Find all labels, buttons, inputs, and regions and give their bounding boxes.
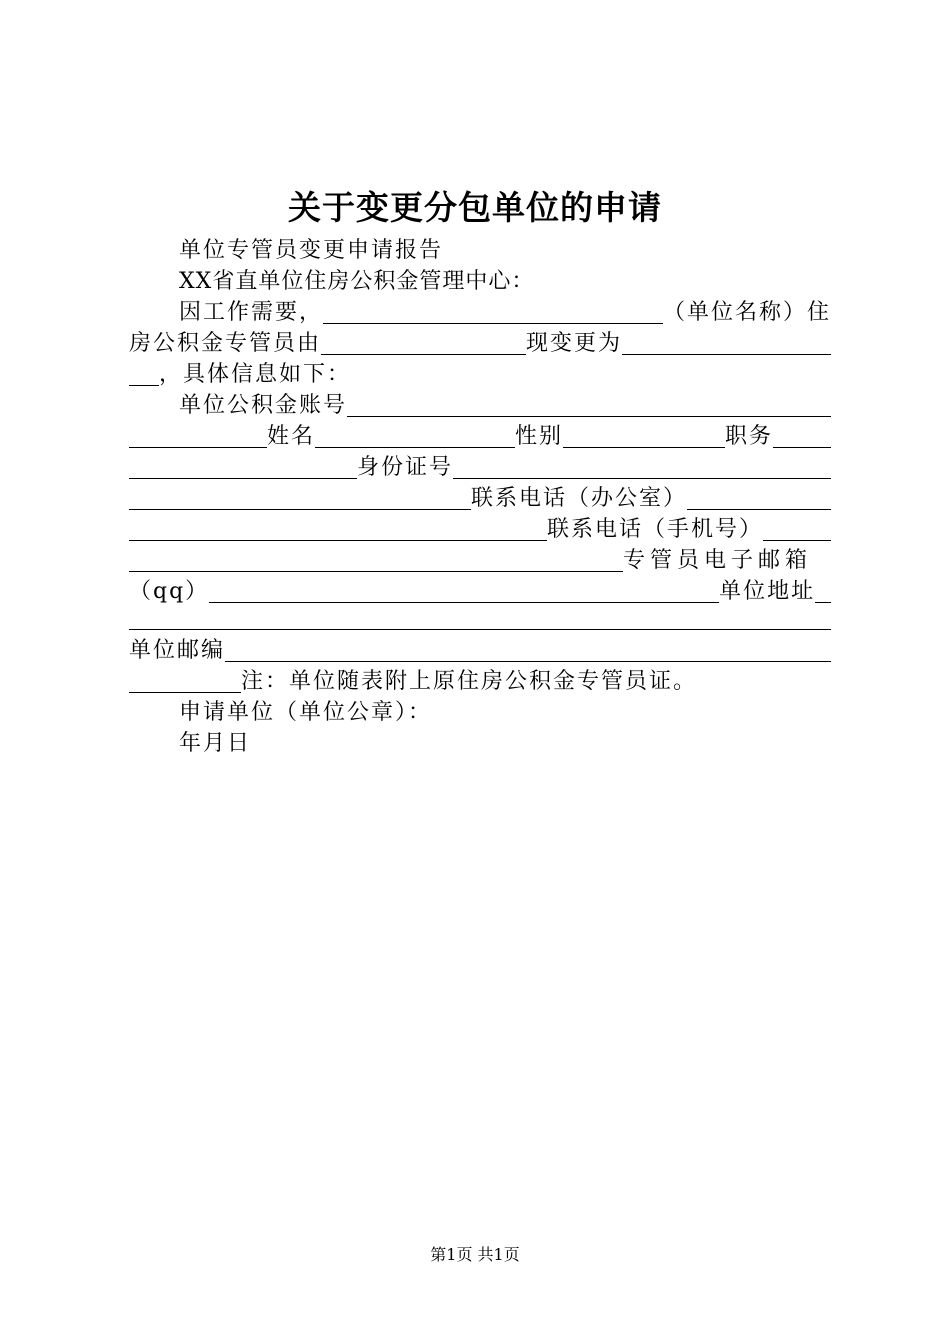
address-blank-continued[interactable]: [129, 605, 831, 630]
new-manager-blank-continued[interactable]: [129, 361, 159, 386]
position-label: 职务: [725, 424, 774, 449]
name-blank[interactable]: [315, 423, 515, 448]
id-label: 身份证号: [357, 455, 454, 480]
changed-to-text: 现变更为: [526, 331, 623, 356]
date-line: [129, 729, 831, 759]
document-title: 关于变更分包单位的申请: [288, 188, 662, 227]
details-follow-text: ，具体信息如下：: [159, 362, 352, 387]
manager-change-line: [129, 329, 831, 359]
gender-label: 性别: [515, 424, 564, 449]
office-phone-line: [129, 484, 831, 514]
unit-name-blank[interactable]: [323, 299, 663, 324]
mobile-phone-blank[interactable]: [763, 516, 831, 541]
note-line: [129, 667, 831, 697]
new-manager-blank[interactable]: [622, 330, 831, 355]
details-follow-line: [129, 360, 831, 390]
office-phone-label: 联系电话（办公室）: [471, 486, 688, 511]
account-blank-continued[interactable]: [129, 423, 267, 448]
account-blank[interactable]: [347, 392, 831, 417]
note-text: 注：单位随表附上原住房公积金专管员证。: [241, 669, 698, 694]
page-footer: 第1页 共1页: [430, 1245, 520, 1264]
account-line: [129, 391, 831, 421]
address-blank[interactable]: [815, 578, 831, 603]
position-blank-continued[interactable]: [129, 454, 357, 479]
manager-by-text: 房公积金专管员由: [129, 331, 322, 356]
account-label: 单位公积金账号: [179, 393, 348, 418]
name-gender-position-line: [129, 422, 831, 452]
original-manager-blank[interactable]: [321, 330, 526, 355]
recipient-text: XX省直单位住房公积金管理中心：: [179, 269, 535, 294]
gender-blank[interactable]: [563, 423, 725, 448]
email-label: 专管员电子邮箱: [623, 548, 813, 573]
mobile-phone-label: 联系电话（手机号）: [547, 517, 764, 542]
reason-line: [129, 298, 831, 328]
address-continued-line: [129, 604, 831, 634]
date-label: 年月日: [179, 731, 252, 756]
postcode-line: [129, 636, 831, 666]
mobile-phone-blank-continued[interactable]: [129, 547, 623, 572]
postcode-blank-continued[interactable]: [129, 668, 241, 693]
applicant-label: 申请单位（单位公章）：: [179, 700, 433, 725]
name-label: 姓名: [267, 424, 316, 449]
address-label: 单位地址: [719, 579, 816, 604]
qq-address-line: [129, 577, 831, 607]
mobile-phone-line: [129, 515, 831, 545]
qq-blank[interactable]: [209, 578, 719, 603]
subtitle-text: 单位专管员变更申请报告: [179, 238, 444, 263]
subtitle-line: [129, 236, 831, 266]
recipient-line: [129, 267, 831, 297]
unit-name-hint-text: （单位名称）住: [662, 300, 831, 325]
postcode-label: 单位邮编: [129, 638, 226, 663]
id-line: [129, 453, 831, 483]
id-blank-continued[interactable]: [129, 485, 471, 510]
office-phone-blank[interactable]: [687, 485, 831, 510]
position-blank[interactable]: [773, 423, 831, 448]
office-phone-blank-continued[interactable]: [129, 516, 547, 541]
postcode-blank[interactable]: [225, 637, 831, 662]
id-blank[interactable]: [453, 454, 831, 479]
qq-label: （qq）: [129, 579, 210, 604]
applicant-line: [129, 698, 831, 728]
reason-prefix-text: 因工作需要，: [179, 300, 324, 325]
email-line: [129, 546, 831, 576]
